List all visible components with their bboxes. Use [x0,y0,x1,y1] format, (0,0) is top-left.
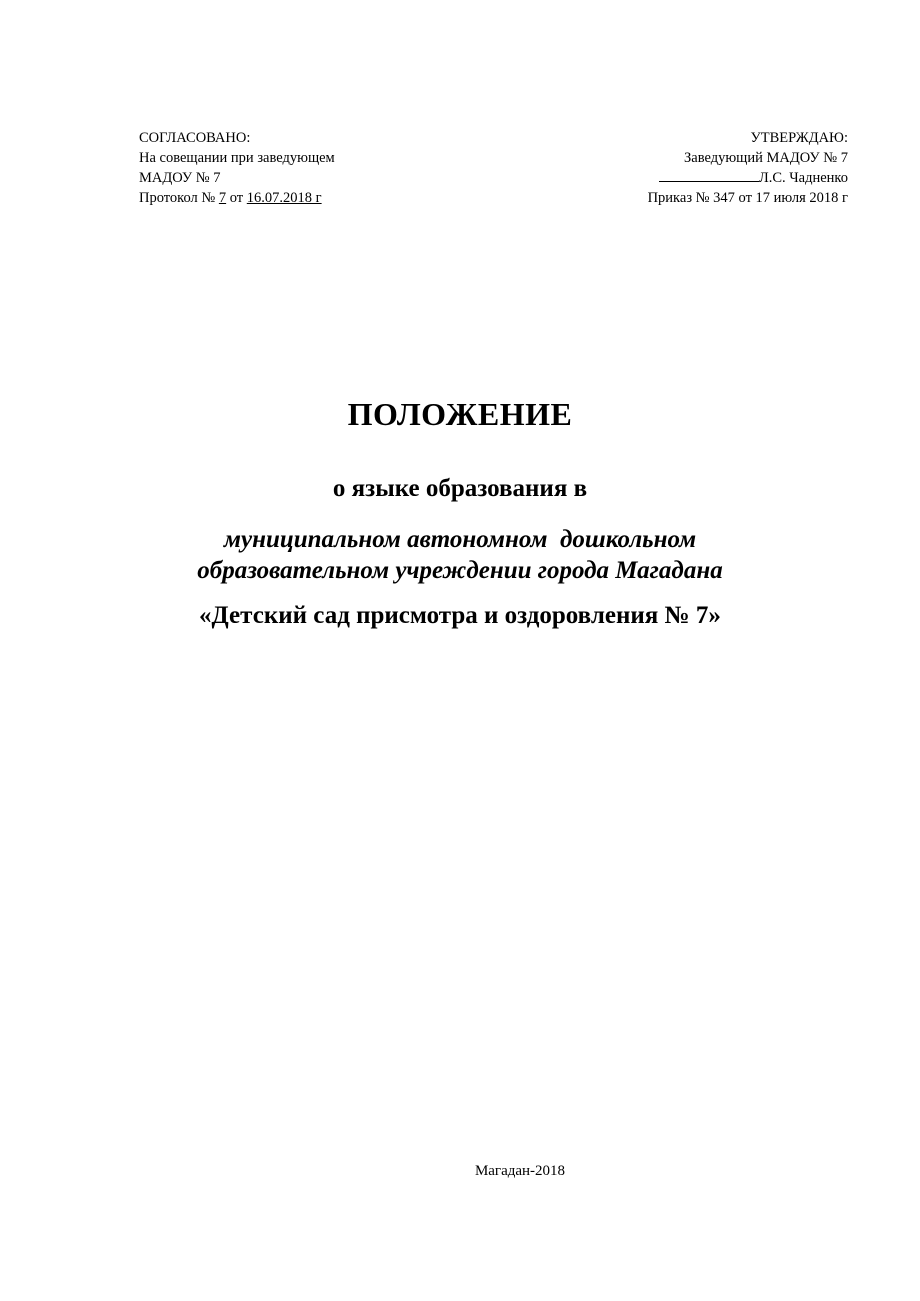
organization-line-2: образовательном учреждении города Магадана [197,557,723,584]
organization-line-1: муниципальном автономном дошкольном [223,526,697,553]
agreed-meeting-line: На совещании при заведующем [139,150,335,166]
approved-block [648,128,848,208]
approved-heading: УТВЕРЖДАЮ: [750,130,848,146]
agreed-block [139,128,335,208]
approved-order-line: Приказ № 347 от 17 июля 2018 г [647,190,848,206]
protocol-date-prefix: от [226,190,247,206]
agreed-institution-line: МАДОУ № 7 [139,170,221,186]
approved-signature-line [648,168,848,188]
signer-name: Л.С. Чадненко [758,170,848,186]
kindergarten-name: «Детский сад присмотра и оздоровления № 7» [199,602,721,629]
organization-name [0,524,920,586]
signature-blank [659,168,759,182]
approved-position-line: Заведующий МАДОУ № 7 [684,150,848,166]
protocol-number: 7 [218,190,227,206]
agreed-heading: СОГЛАСОВАНО: [139,130,251,146]
protocol-prefix: Протокол № [139,190,219,206]
protocol-date: 16.07.2018 г [246,190,322,206]
document-subtitle: о языке образования в [332,475,588,502]
agreed-protocol-line [139,188,335,208]
document-title: ПОЛОЖЕНИЕ [347,396,573,432]
footer-city-year: Магадан-2018 [474,1163,566,1179]
